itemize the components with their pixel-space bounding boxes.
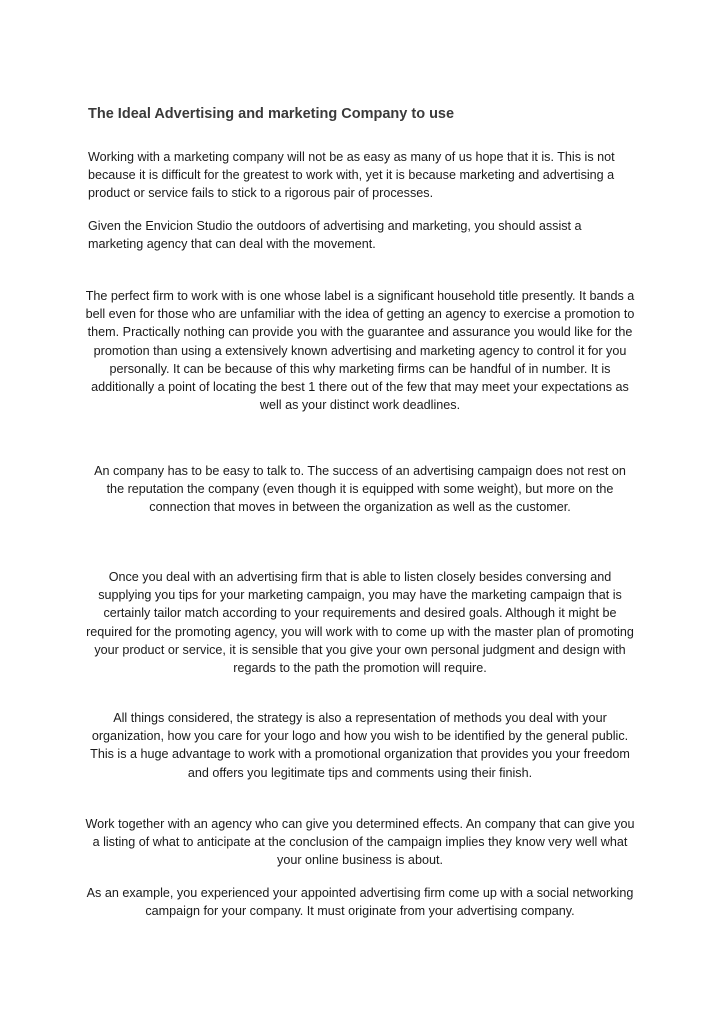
paragraph-intro: Working with a marketing company will not be as easy as many of us hope that it is. This is not because it is difficult for the greatest to work with, yet it is because marketing and advertising a product or service fails to stick to a rigorous pair of processes. xyxy=(88,150,615,201)
paragraph-easy-to-talk: An company has to be easy to talk to. The success of an advertising campaign does not rest on the reputation the company (even though it is equipped with some weight), but more on the connection that moves in between the organization as well as the customer. xyxy=(94,464,626,515)
paragraph-envicion: Given the Envicion Studio the outdoors of advertising and marketing, you should assist a marketing agency that can deal with the movement. xyxy=(88,219,582,252)
paragraph-perfect-firm: The perfect firm to work with is one whose label is a significant household title presently. It bands a bell even for those who are unfamiliar with the idea of getting an agency to exercise a promotion to them. Practically nothing can provide you with the guarantee and assurance you would like for the promotion than using a extensively known advertising and marketing agency to control it for you personally. It can be because of this why marketing firms can be handful of in number. It is additionally a point of locating the best 1 there out of the few that may meet your expectations as well as your distinct work deadlines. xyxy=(85,289,635,413)
paragraph-example: As an example, you experienced your appointed advertising firm come up with a social networking campaign for your company. It must originate from your advertising company. xyxy=(86,886,634,919)
paragraph-strategy: All things considered, the strategy is also a representation of methods you deal with your organization, how you care for your logo and how you wish to be identified by the general public. This is a huge advantage to work with a promotional organization that provides you your freedom and offers you legitimate tips and comments using their finish. xyxy=(90,711,630,780)
paragraph-listen-closely: Once you deal with an advertising firm that is able to listen closely besides conversing and supplying you tips for your marketing campaign, you may have the marketing campaign that is certainly tailor match according to your requirements and desired goals. Although it might be required for the promoting agency, you will work with to come up with the master plan of promoting your product or service, it is sensible that you give your own personal judgment and design with regards to the path the promotion will require. xyxy=(86,570,634,676)
document-title: The Ideal Advertising and marketing Company to use xyxy=(88,106,455,122)
paragraph-determined-effects: Work together with an agency who can give you determined effects. An company that can give you a listing of what to anticipate at the conclusion of the campaign implies they know very well what your online business is about. xyxy=(85,817,635,868)
